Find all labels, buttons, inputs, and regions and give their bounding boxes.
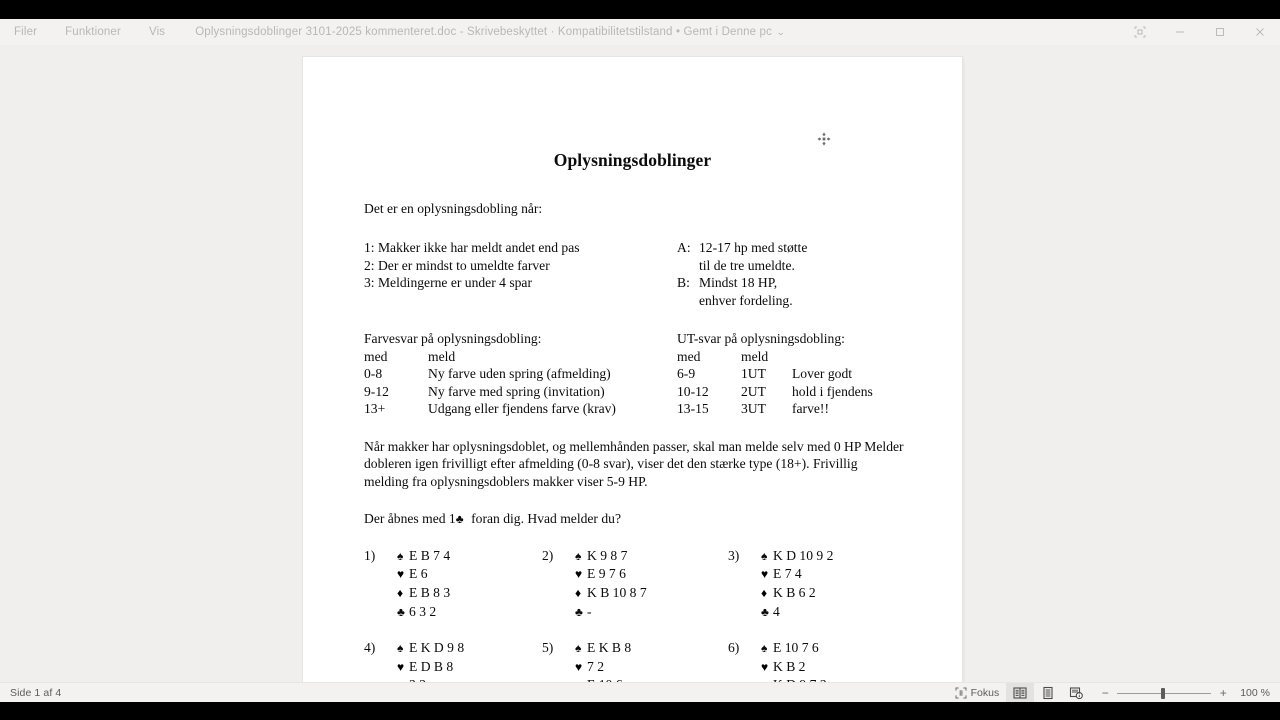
hand-3-diamonds-value: K B 6 2 bbox=[773, 585, 816, 601]
nt-col-bid: meld bbox=[741, 348, 769, 364]
condition-spacer bbox=[364, 292, 677, 310]
suit-row-0-with: 0-8 bbox=[364, 366, 383, 381]
view-web-layout-button[interactable] bbox=[1062, 683, 1090, 703]
table-row bbox=[677, 383, 873, 401]
hand-2 bbox=[542, 547, 728, 622]
table-row bbox=[364, 383, 616, 401]
spade-icon: ♠ bbox=[397, 640, 404, 655]
hand-6-number: 6) bbox=[728, 639, 740, 655]
page-title: Oplysningsdoblinger bbox=[553, 150, 712, 170]
zoom-control[interactable] bbox=[1096, 683, 1232, 703]
table-row bbox=[364, 400, 616, 418]
minimize-button[interactable] bbox=[1160, 19, 1200, 45]
read-mode-icon bbox=[1041, 686, 1055, 700]
answer-b-line2: enhver fordeling. bbox=[699, 292, 793, 308]
hand-2-hearts bbox=[575, 565, 647, 584]
suit-row-0-bid: Ny farve uden spring (afmelding) bbox=[428, 366, 611, 381]
hand-3-clubs-value: 4 bbox=[773, 604, 780, 619]
bottom-black-strip bbox=[0, 702, 1280, 720]
hand-1-spades bbox=[397, 547, 450, 566]
document-page[interactable] bbox=[303, 57, 962, 682]
suit-row-1-bid: Ny farve med spring (invitation) bbox=[428, 383, 605, 399]
document-title[interactable] bbox=[195, 26, 785, 38]
hand-2-spades-value: K 9 8 7 bbox=[587, 547, 628, 563]
intro-text: Det er en oplysningsdobling når: bbox=[364, 201, 543, 216]
nt-row-1-note: hold i fjendens bbox=[792, 383, 873, 399]
heart-icon: ♥ bbox=[397, 567, 405, 582]
hand-5-number: 5) bbox=[542, 639, 554, 655]
hand-2-spades bbox=[575, 547, 647, 566]
hand-2-clubs-value: - bbox=[587, 604, 592, 619]
nt-row-0-note: Lover godt bbox=[792, 366, 853, 381]
hand-1-spades-value: E B 7 4 bbox=[409, 547, 451, 563]
chevron-down-icon[interactable]: ⌄ bbox=[776, 27, 786, 37]
spade-icon: ♠ bbox=[761, 640, 768, 655]
hand-6-spades bbox=[761, 639, 827, 658]
nt-response-heading: UT-svar på oplysningsdobling: bbox=[677, 331, 845, 346]
hands-row-1 bbox=[364, 547, 904, 622]
club-icon: ♣ bbox=[575, 605, 583, 619]
club-icon: ♣ bbox=[397, 605, 405, 619]
table-row bbox=[364, 365, 616, 383]
move-cursor-icon bbox=[817, 132, 831, 146]
hand-4-spades bbox=[397, 639, 464, 658]
document-title-text: Oplysningsdoblinger 3101-2025 kommenteret.doc - Skrivebeskyttet · Kompatibilitetstilstand • Gemt i Denne pc bbox=[195, 26, 773, 38]
zoom-out-button[interactable]: − bbox=[1101, 686, 1109, 700]
table-row bbox=[364, 348, 616, 366]
answer-b-spacer bbox=[677, 292, 699, 310]
hand-3-diamonds bbox=[761, 584, 833, 603]
explanation-paragraph: Når makker har oplysningsdoblet, og mellemhånden passer, skal man melde selv med 0 HP Melder dobleren igen frivilligt efter afmelding (0-8 svar), viser det den stærke type (18+). Frivillig melding fra oplysningsdoblers makker viser 5-9 HP. bbox=[364, 438, 904, 489]
suit-row-2-with: 13+ bbox=[364, 401, 386, 416]
hand-3-spades bbox=[761, 547, 833, 566]
hand-1-cards bbox=[397, 547, 450, 622]
hand-1-hearts bbox=[397, 565, 450, 584]
hand-5-hearts bbox=[575, 658, 631, 677]
hand-1-clubs bbox=[397, 603, 450, 622]
hand-3-cards bbox=[761, 547, 833, 622]
view-print-layout-button[interactable] bbox=[1006, 683, 1034, 703]
diamond-icon: ♦ bbox=[761, 586, 768, 601]
zoom-slider-thumb[interactable] bbox=[1161, 688, 1165, 699]
condition-3: 3: Meldingerne er under 4 spar bbox=[364, 275, 532, 290]
hand-4-number: 4) bbox=[364, 639, 376, 655]
question-pre: Der åbnes med 1 bbox=[364, 510, 456, 526]
hand-3-hearts bbox=[761, 565, 833, 584]
spade-icon: ♠ bbox=[575, 548, 582, 563]
hand-1-hearts-value: E 6 bbox=[409, 566, 428, 582]
hand-2-diamonds bbox=[575, 584, 647, 603]
answer-a-line2: til de tre umeldte. bbox=[699, 257, 795, 273]
window-controls bbox=[1120, 19, 1280, 45]
diamond-icon: ♦ bbox=[397, 586, 404, 601]
focus-mode-button[interactable] bbox=[948, 683, 1007, 703]
hand-6-hearts bbox=[761, 658, 827, 677]
page-content bbox=[303, 57, 962, 714]
nt-col-note bbox=[792, 348, 873, 366]
suit-response-table bbox=[364, 330, 677, 418]
hand-5-spades bbox=[575, 639, 631, 658]
suit-row-1-with: 9-12 bbox=[364, 383, 389, 399]
hand-1-diamonds bbox=[397, 584, 450, 603]
club-icon: ♣ bbox=[761, 605, 769, 619]
nt-col-with: med bbox=[677, 348, 701, 364]
table-row bbox=[677, 400, 873, 418]
nt-row-0-with: 6-9 bbox=[677, 366, 696, 381]
suit-col-bid: meld bbox=[428, 348, 456, 364]
heart-icon: ♥ bbox=[575, 567, 583, 582]
document-workspace[interactable] bbox=[0, 45, 1280, 682]
hand-2-number: 2) bbox=[542, 547, 554, 563]
close-button[interactable] bbox=[1240, 19, 1280, 45]
hand-1-number: 1) bbox=[364, 547, 376, 563]
hand-6-spades-value: E 10 7 6 bbox=[773, 639, 819, 655]
hand-3-hearts-value: E 7 4 bbox=[773, 566, 802, 582]
answer-b-line1: Mindst 18 HP, bbox=[699, 275, 778, 290]
hand-1-clubs-value: 6 3 2 bbox=[409, 604, 437, 619]
minimize-icon bbox=[1174, 26, 1186, 38]
hand-6-hearts-value: K B 2 bbox=[773, 658, 806, 674]
spade-icon: ♠ bbox=[397, 548, 404, 563]
answer-a-key: A: bbox=[677, 240, 691, 255]
web-layout-icon bbox=[1069, 686, 1083, 700]
nt-row-1-bid: 2UT bbox=[741, 383, 766, 399]
print-layout-icon bbox=[1013, 686, 1027, 700]
zoom-level[interactable]: 100 % bbox=[1240, 687, 1270, 699]
maximize-icon bbox=[1214, 26, 1226, 38]
suit-col-with: med bbox=[364, 348, 388, 364]
hand-4-spades-value: E K D 9 8 bbox=[409, 639, 465, 655]
menu-item-funktioner[interactable]: Funktioner bbox=[65, 26, 121, 38]
response-tables bbox=[364, 330, 904, 418]
menu-item-filer[interactable]: Filer bbox=[14, 26, 38, 38]
hand-2-cards bbox=[575, 547, 647, 622]
suit-row-2-bid: Udgang eller fjendens farve (krav) bbox=[428, 401, 616, 416]
focus-icon bbox=[955, 687, 967, 699]
hand-5-spades-value: E K B 8 bbox=[587, 639, 632, 655]
nt-row-1-with: 10-12 bbox=[677, 383, 709, 399]
hand-3-clubs bbox=[761, 603, 833, 622]
nt-response-table bbox=[677, 330, 904, 418]
restore-down-button[interactable] bbox=[1120, 19, 1160, 45]
question-post: foran dig. Hvad melder du? bbox=[467, 510, 621, 526]
club-icon: ♣ bbox=[455, 511, 464, 526]
nt-row-2-bid: 3UT bbox=[741, 401, 766, 416]
hand-5-hearts-value: 7 2 bbox=[587, 658, 604, 674]
diamond-icon: ♦ bbox=[575, 586, 582, 601]
suit-response-heading: Farvesvar på oplysningsdobling: bbox=[364, 331, 542, 346]
hand-4-hearts-value: E D B 8 bbox=[409, 658, 454, 674]
spade-icon: ♠ bbox=[575, 640, 582, 655]
nt-row-0-bid: 1UT bbox=[741, 366, 766, 381]
hand-1-diamonds-value: E B 8 3 bbox=[409, 585, 451, 601]
status-bar bbox=[0, 682, 1280, 703]
page-indicator[interactable]: Side 1 af 4 bbox=[10, 687, 62, 699]
close-icon bbox=[1254, 26, 1266, 38]
table-row bbox=[677, 365, 873, 383]
conditions-and-answers bbox=[364, 239, 904, 309]
hand-2-clubs bbox=[575, 603, 647, 622]
hand-4-hearts bbox=[397, 658, 464, 677]
focus-label: Fokus bbox=[970, 687, 1000, 699]
hand-2-diamonds-value: K B 10 8 7 bbox=[587, 585, 647, 601]
nt-row-2-note: farve!! bbox=[792, 401, 829, 416]
hand-3-spades-value: K D 10 9 2 bbox=[773, 547, 834, 563]
heart-icon: ♥ bbox=[575, 659, 583, 674]
hand-2-hearts-value: E 9 7 6 bbox=[587, 566, 626, 582]
heart-icon: ♥ bbox=[397, 659, 405, 674]
hand-3-number: 3) bbox=[728, 547, 740, 563]
condition-2: 2: Der er mindst to umeldte farver bbox=[364, 257, 550, 273]
view-read-mode-button[interactable] bbox=[1034, 683, 1062, 703]
answer-a-spacer bbox=[677, 257, 699, 275]
hand-3 bbox=[728, 547, 904, 622]
hand-1 bbox=[364, 547, 542, 622]
question-line bbox=[364, 510, 904, 528]
answer-a-line1: 12-17 hp med støtte bbox=[699, 240, 808, 255]
zoom-slider[interactable] bbox=[1114, 683, 1214, 703]
heart-icon: ♥ bbox=[761, 659, 769, 674]
spade-icon: ♠ bbox=[761, 548, 768, 563]
zoom-in-button[interactable]: + bbox=[1219, 686, 1227, 700]
nt-row-2-with: 13-15 bbox=[677, 401, 709, 416]
table-row bbox=[677, 348, 873, 366]
menu-item-vis[interactable]: Vis bbox=[148, 26, 166, 38]
condition-1: 1: Makker ikke har meldt andet end pas bbox=[364, 240, 580, 255]
maximize-button[interactable] bbox=[1200, 19, 1240, 45]
nt-response-grid bbox=[677, 348, 873, 418]
restore-icon bbox=[1134, 26, 1146, 38]
title-bar bbox=[0, 19, 1280, 46]
menu-bar bbox=[0, 19, 179, 45]
heart-icon: ♥ bbox=[761, 567, 769, 582]
answer-b-key: B: bbox=[677, 275, 690, 290]
status-bar-right bbox=[948, 683, 1274, 703]
suit-response-grid bbox=[364, 348, 616, 418]
top-black-strip bbox=[0, 0, 1280, 19]
